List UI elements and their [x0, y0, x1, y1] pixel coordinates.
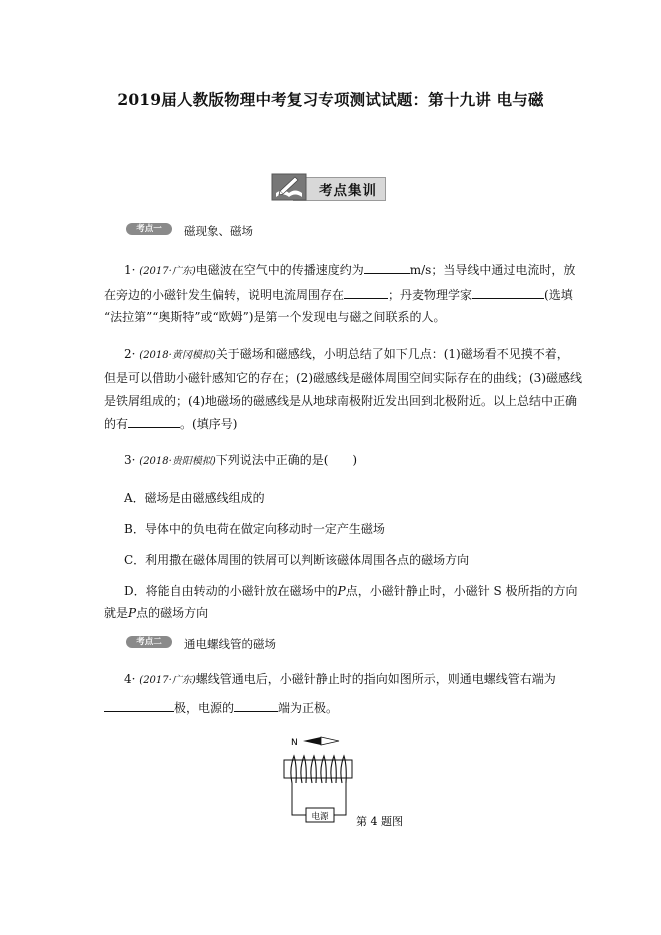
section-tag-2: 考点二	[126, 636, 172, 648]
question-source: (2018·贵阳模拟)	[139, 456, 216, 467]
document-title: 2019届人教版物理中考复习专项测试试题：第十九讲 电与磁	[117, 90, 544, 109]
question-2-line-1: 2· (2018·黄冈模拟)关于磁场和磁感线，小明总结了如下几点：(1)磁场看不见摸不着，	[124, 347, 569, 361]
question-text: 。(填序号)	[180, 417, 238, 431]
question-text: 在旁边的小磁针发生偏转，说明电流周围存在	[104, 288, 345, 302]
question-text: ；丹麦物理学家	[388, 288, 473, 302]
question-4-line-1: 4· (2017·广东)螺线管通电后，小磁针静止时的指向如图所示，则通电螺线管右端为	[124, 672, 556, 686]
wire-left	[292, 783, 306, 815]
question-1-line-2	[104, 287, 573, 304]
question-number: 1	[124, 263, 132, 277]
option-c: C．利用撒在磁体周围的铁屑可以判断该磁体周围各点的磁场方向	[124, 553, 470, 567]
wire-right	[334, 783, 346, 815]
question-number: 2	[124, 347, 132, 361]
question-text: m/s；当导线中通过电流时，放	[409, 263, 576, 277]
option-d-line-2	[104, 605, 208, 622]
question-2-line-4	[104, 416, 237, 433]
question-number: 3	[124, 453, 132, 467]
point-label: P	[128, 606, 137, 620]
question-text: 关于磁场和磁感线，小明总结了如下几点：(1)磁场看不见摸不着，	[215, 347, 569, 361]
question-2-line-3: 是铁屑组成的；(4)地磁场的磁感线是从地球南极附近发出回到北极附近。以上总结中正确	[104, 394, 578, 408]
question-text: 电磁波在空气中的传播速度约为	[195, 263, 364, 277]
question-1-line-1: 1· (2017·广东)电磁波在空气中的传播速度约为 m/s；当导线中通过电流时，放	[124, 263, 576, 277]
answer-blank[interactable]	[128, 416, 180, 428]
question-source: (2017·广东)	[139, 266, 196, 277]
question-text: 的有	[104, 417, 129, 431]
needle-label: N	[291, 738, 298, 748]
section-tag-1: 考点一	[126, 223, 172, 235]
question-text: 极，电源的	[174, 701, 235, 715]
question-3-stem: 3· (2018·贵阳模拟)下列说法中正确的是( )	[124, 453, 358, 467]
section-banner	[271, 173, 384, 201]
section-title-1: 磁现象、磁场	[184, 224, 253, 238]
book-pen-icon	[271, 173, 307, 201]
question-text: 下列说法中正确的是( )	[215, 453, 358, 467]
question-source: (2018·黄冈模拟)	[139, 350, 216, 361]
question-text: 端为正极。	[278, 701, 339, 715]
question-text: 螺线管通电后，小磁针静止时的指向如图所示，则通电螺线管右端为	[195, 672, 556, 686]
question-number: 4	[124, 672, 132, 686]
question-text: 就是	[104, 606, 129, 620]
answer-blank[interactable]	[234, 700, 278, 712]
figure-caption: 第 4 题图	[356, 815, 403, 828]
option-a: A．磁场是由磁感线组成的	[124, 491, 265, 505]
question-1-line-3: “法拉第”“奥斯特”或“欧姆”)是第一个发现电与磁之间联系的人。	[104, 310, 446, 324]
answer-blank[interactable]	[472, 287, 544, 299]
power-source-label: 电源	[311, 812, 329, 822]
answer-blank[interactable]	[104, 700, 174, 712]
solenoid-figure	[270, 735, 410, 830]
question-2-line-2: 但是可以借助小磁针感知它的存在；(2)磁感线是磁体周围空间实际存在的曲线；(3)磁感线	[104, 371, 582, 385]
point-label: P	[337, 584, 346, 598]
needle-north-half	[303, 737, 321, 745]
option-b: B．导体中的负电荷在做定向移动时一定产生磁场	[124, 522, 385, 536]
answer-blank[interactable]	[344, 287, 388, 299]
banner-label: 考点集训	[319, 183, 377, 199]
option-d-line-1	[124, 583, 578, 600]
question-source: (2017·广东)	[139, 675, 196, 686]
question-4-line-2	[104, 700, 338, 717]
question-text: 点的磁场方向	[136, 606, 209, 620]
answer-blank[interactable]	[364, 262, 410, 274]
section-title-2: 通电螺线管的磁场	[184, 637, 276, 651]
question-text: 点，小磁针静止时，小磁针 S 极所指的方向	[345, 584, 578, 598]
question-text: D．将能自由转动的小磁针放在磁场中的	[124, 584, 338, 598]
needle-south-half	[321, 737, 339, 745]
question-text: (选填	[544, 288, 573, 302]
